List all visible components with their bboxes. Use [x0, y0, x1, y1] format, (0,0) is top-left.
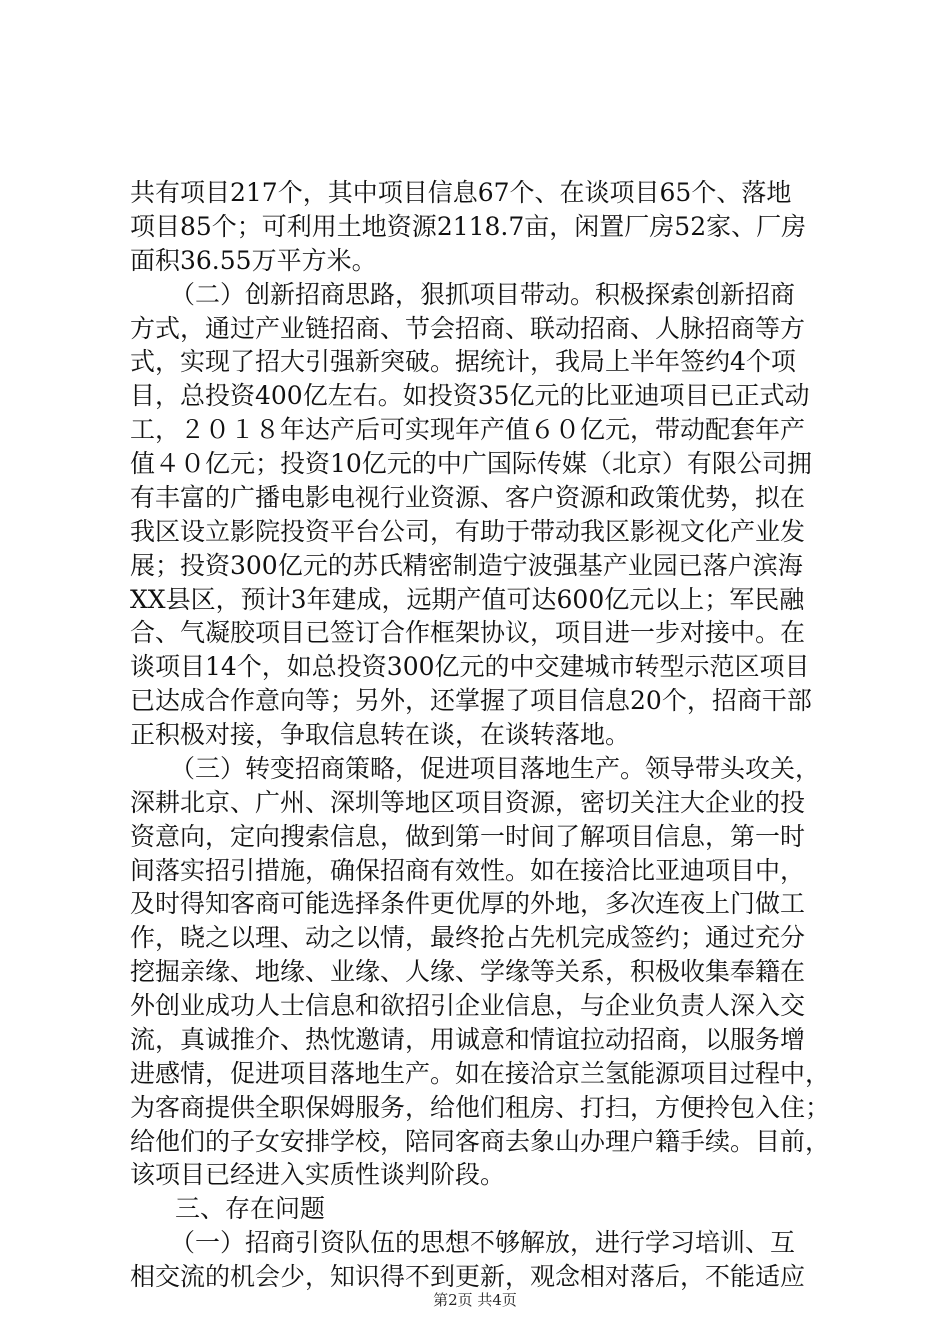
- text-line: 资意向，定向搜索信息，做到第一时间了解项目信息，第一时: [130, 821, 806, 851]
- text-line: 挖掘亲缘、地缘、业缘、人缘、学缘等关系，积极收集奉籍在: [130, 957, 806, 987]
- text-line: 正积极对接，争取信息转在谈，在谈转落地。: [130, 720, 631, 749]
- section-2-first-line: （二）创新招商思路，狠抓项目带动。积极探索创新招商: [170, 279, 796, 309]
- text-line: 已达成合作意向等；另外，还掌握了项目信息20个，招商干部: [130, 686, 812, 716]
- text-line: 外创业成功人士信息和欲招引企业信息，与企业负责人深入交: [130, 991, 806, 1020]
- text-line: 工，２０１８年达产后可实现年产值６０亿元，带动配套年产: [130, 415, 806, 445]
- problem-1-first-line: （一）招商引资队伍的思想不够解放，进行学习培训、互: [170, 1228, 796, 1258]
- section-heading: 三、存在问题: [175, 1194, 326, 1224]
- text-line: 我区设立影院投资平台公司，有助于带动我区影视文化产业发: [130, 516, 806, 546]
- section-3-first-line: （三）转变招商策略，促进项目落地生产。领导带头攻关，: [170, 753, 821, 783]
- text-line: 共有项目217个，其中项目信息67个、在谈项目65个、落地: [130, 178, 792, 207]
- text-line: 目，总投资400亿左右。如投资35亿元的比亚迪项目已正式动: [130, 381, 810, 411]
- text-line: 谈项目14个，如总投资300亿元的中交建城市转型示范区项目: [130, 652, 810, 682]
- text-line: 进感情，促进项目落地生产。如在接洽京兰氢能源项目过程中，: [130, 1058, 831, 1088]
- text-line: 值４０亿元；投资10亿元的中广国际传媒（北京）有限公司拥: [130, 449, 812, 478]
- text-line: 展；投资300亿元的苏氏精密制造宁波强基产业园已落户滨海: [130, 550, 803, 580]
- text-line: 间落实招引措施，确保招商有效性。如在接洽比亚迪项目中，: [130, 855, 806, 885]
- text-line: XX县区，预计3年建成，远期产值可达600亿元以上；军民融: [130, 584, 805, 614]
- text-line: 合、气凝胶项目已签订合作框架协议，项目进一步对接中。在: [130, 618, 806, 648]
- text-line: 及时得知客商可能选择条件更优厚的外地，多次连夜上门做工: [130, 889, 806, 919]
- text-line: 项目85个；可利用土地资源2118.7亩，闲置厂房52家、厂房: [130, 211, 807, 241]
- text-line: 有丰富的广播电影电视行业资源、客户资源和政策优势，拟在: [130, 482, 806, 512]
- text-line: 流，真诚推介、热忱邀请，用诚意和情谊拉动招商，以服务增: [130, 1024, 806, 1054]
- page-number-footer: 第2页 共4页: [433, 1291, 517, 1309]
- text-line: 相交流的机会少，知识得不到更新，观念相对落后，不能适应: [130, 1262, 806, 1291]
- text-line: 该项目已经进入实质性谈判阶段。: [130, 1160, 506, 1190]
- text-line: 作，晓之以理、动之以情，最终抢占先机完成签约；通过充分: [130, 923, 806, 953]
- text-line: 式，实现了招大引强新突破。据统计，我局上半年签约4个项: [130, 347, 796, 377]
- text-line: 深耕北京、广州、深圳等地区项目资源，密切关注大企业的投: [130, 787, 806, 817]
- text-line: 方式，通过产业链招商、节会招商、联动招商、人脉招商等方: [130, 313, 806, 343]
- text-line: 为客商提供全职保姆服务，给他们租房、打扫，方便拎包入住；: [130, 1092, 831, 1122]
- text-line: 面积36.55万平方米。: [130, 245, 377, 275]
- text-line: 给他们的子女安排学校，陪同客商去象山办理户籍手续。目前，: [130, 1126, 831, 1156]
